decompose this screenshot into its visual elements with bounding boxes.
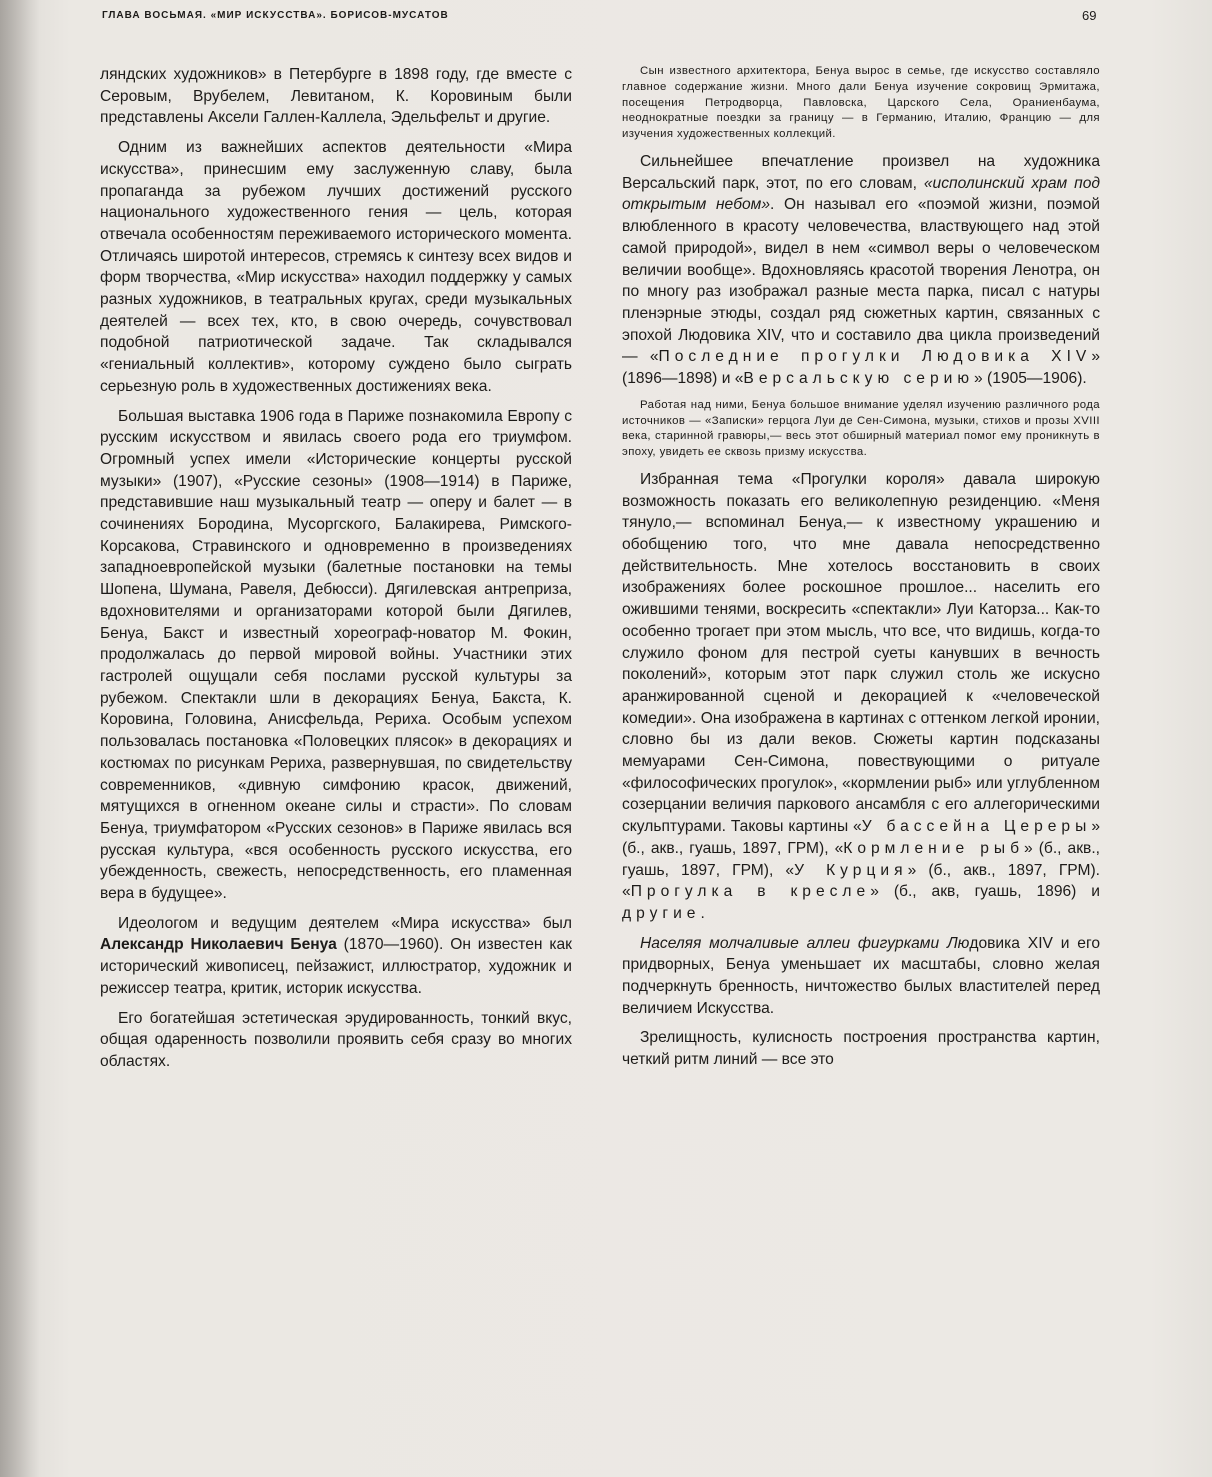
paragraph-4-end: (1870—1960). Он известен как исторический живописец, пейзажист, иллюстратор, художник и режиссер театра, критик, историк искусства. — [100, 936, 572, 997]
paragraph-8-rest: довика XIV и его придворных, Бенуа уменьшает их масштабы, словно желая подчеркнуть бренность, ничтожество былых властителей перед величием Искусства. — [622, 934, 1100, 1017]
left-column — [100, 64, 572, 1081]
paragraph-7 — [622, 469, 1100, 925]
paragraph-7-d: » (б., акв., 1897, ГРМ). « — [622, 861, 1101, 901]
paragraph-7-a: Избранная тема «Прогулки короля» давала широкую возможность показать его великолепную резиденцию. «Меня тянуло,— вспоминал Бенуа,— к известному украшению и обобщению того, что мне давала непосредственно действительность. Мне хотелось восстановить в своих изображениях более роскошное прошлое... населить его ожившими тенями, воскресить «спектакли» Луи Каторза... Как-то особенно трогает при этом мысль, что все, что видишь, когда-то служило фоном для пестрой суеты канувших в вечность поколений», которым этот парк служил столь же искусно аранжированной сценой и декорацией к «человеческой комедии». Она изображена в картинах с оттенком легкой иронии, словно бы из дали веков. Сюжеты картин подсказаны мемуарами Сен-Симона, повествующими о ритуале «философических прогулок», «кормлении рыб» или углубленном созерцании величия паркового ансамбля с его аллегорическими скульптурами. Таковы картины « — [622, 470, 1100, 836]
paragraph-6-c: » (1896—1898) и « — [622, 348, 1100, 388]
paragraph-3: Большая выставка 1906 года в Париже познакомила Европу с русским искусством и явилась своего рода его триумфом. Огромный успех имели «Исторические концерты русской музыки» (1907), «Русские сезоны» (1908—1914) в Париже, представившие наш музыкальный театр — оперу и балет — в сочинениях Бородина, Мусоргского, Балакирева, Римского-Корсакова, Стравинского и одновременно в произведениях западноевропейской музыки (балетные постановки на темы Шопена, Шумана, Равеля, Дебюсси). Дягилевская антреприза, вдохновителями и организаторами которой были Дягилев, Бенуа, Бакст и известный хореограф-новатор М. Фокин, продолжалась до первой мировой войны. Участники этих гастролей ощущали себя послами русской культуры за рубежом. Спектакли шли в декорациях Бенуа, Бакста, К. Коровина, Головина, Анисфельда, Рериха. Особым успехом пользовалась постановка «Половецких плясок» в декорациях и костюмах по рисункам Рериха, развернувшая, по свидетельству современников, «дивную симфонию красок, движений, мятущихся в огненном океане силы и страсти». По словам Бенуа, триумфатором «Русских сезонов» в Париже явилась вся русская культура, «вся особенность русского искусства, его убежденность, свежесть, непосредственность, его пламенная вера в будущее». — [100, 407, 572, 903]
paragraph-4 — [100, 913, 572, 1000]
paragraph-7-e: » (б., акв, гуашь, 1896) и — [870, 883, 1100, 901]
versailles-quote: «исполинский храм под открытым небом» — [622, 174, 1100, 214]
paragraph-2: Одним из важнейших аспектов деятельности «Мира искусства», принесшим ему заслуженную славу, была пропаганда за рубежом лучших достижений русского национального художественного гения — цель, которая отвечала особенностям переживаемого исторического момента. Отличаясь широтой интересов, стремясь к синтезу всех видов и форм творчества, «Мир искусства» находил поддержку у самых разных художников, в театральных кругах, среди музыкальных деятелей — всех тех, кто, в свою очередь, сочувствовал подобной патриотической задаче. Так складывался «гениальный коллектив», которому суждено было сыграть серьезную роль в художественных достижениях века. — [100, 139, 572, 395]
paragraph-6-b: . Он называл его «поэмой жизни, поэмой влюбленного в красоту человечества, властвующего над этой самой природой», видел в нем «символ веры о человеческом величии вообще». Вдохновляясь красотой творения Ленотра, он по многу раз изображал разные места парка, писал с натуры пленэрные этюды, создал ряд сюжетных картин, связанных с эпохой Людовика XIV, что и составило два цикла произведений — « — [622, 196, 1100, 366]
series-title-1: Последние прогулки Людовика XIV — [658, 348, 1092, 366]
painting-title-4: Прогулка в кресле — [630, 883, 871, 901]
paragraph-7-end: другие. — [622, 904, 710, 922]
right-column — [622, 64, 1100, 1079]
series-title-2: Версальскую серию — [743, 370, 975, 388]
gutter-shadow — [0, 0, 40, 1477]
paragraph-6 — [622, 151, 1100, 390]
small-note-2: Работая над ними, Бенуа большое внимание уделял изучению различного рода источников — «Записки» герцога Луи де Сен-Симона, музыки, стихов и прозы XVIII века, старинной гравюры,— весь этот обширный материал помог ему проникнуть в эпоху, увидеть ее сквозь призму искусства. — [622, 398, 1100, 459]
small-note-1: Сын известного архитектора, Бенуа вырос в семье, где искусство составляло главное содержание жизни. Много дали Бенуа изучение сокровищ Эрмитажа, посещения Петродворца, Павловска, Царского Села, Ораниенбаума, неоднократные поездки за границу — в Германию, Италию, Францию — для изучения художественных коллекций. — [622, 65, 1100, 141]
benois-name: Александр Николаевич Бенуа — [100, 936, 337, 954]
paragraph-6-d: » (1905—1906). — [974, 370, 1087, 388]
paragraph-1: ляндских художников» в Петербурге в 1898 году, где вместе с Серовым, Врубелем, Левитаном, К. Коровиным были представлены Аксели Галлен-Каллела, Эдельфельт и другие. — [100, 66, 572, 127]
paragraph-8 — [622, 933, 1100, 1020]
paragraph-5: Его богатейшая эстетическая эрудированность, тонкий вкус, общая одаренность позволили проявить себя сразу во многих областях. — [100, 1009, 572, 1070]
painting-title-1: У бассейна Цереры — [861, 818, 1092, 836]
paragraph-7-c: » (б., акв., гуашь, 1897, ГРМ), « — [622, 839, 1100, 879]
paragraph-8-italic: Населяя молчаливые аллеи фигурками Лю — [640, 934, 970, 952]
paragraph-7-b: » (б., акв., гуашь, 1897, ГРМ), « — [622, 818, 1100, 857]
painting-title-2: Кормление рыб — [843, 839, 1025, 857]
painting-title-3: У Курция — [794, 861, 908, 879]
paragraph-9: Зрелищность, кулисность построения пространства картин, четкий ритм линий — все это — [622, 1029, 1100, 1069]
running-head: ГЛАВА ВОСЬМАЯ. «МИР ИСКУССТВА». БОРИСОВ-МУСАТОВ — [102, 10, 449, 21]
page-number: 69 — [1082, 8, 1097, 23]
paragraph-4-start: Идеологом и ведущим деятелем «Мира искусства» был — [118, 914, 572, 932]
paragraph-6-a: Сильнейшее впечатление произвел на художника Версальский парк, этот, по его словам, — [622, 152, 1100, 192]
